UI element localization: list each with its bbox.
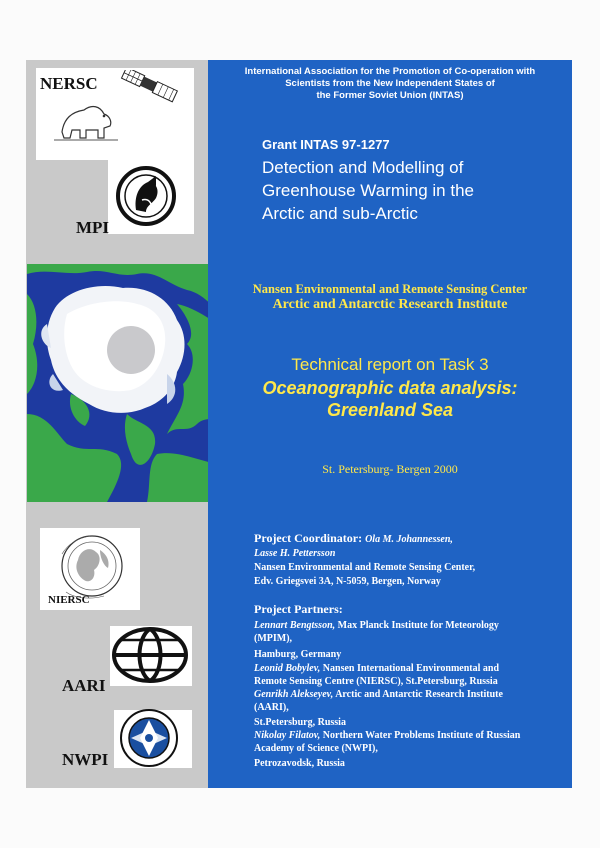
arctic-map-graphic [27,264,231,502]
project-title-line-1: Detection and Modelling of [262,158,464,177]
niersc-globe-icon [44,530,138,604]
intas-line-2: Scientists from the New Independent States of [285,78,495,89]
institution-aari: Arctic and Antarctic Research Institute [272,297,508,312]
nersc-logo-text: NERSC [40,74,98,93]
partner-4-name: Nikolay Filatov, [254,730,321,741]
institution-nersc: Nansen Environmental and Remote Sensing Center [252,282,528,296]
intas-line-1: International Association for the Promotion of Co-operation with [244,66,536,77]
partner-3-org-2: (AARI), [254,702,289,713]
partner-1-name: Lennart Bengtsson, [254,620,336,631]
partner-4-line-1 [254,729,520,742]
report-subtitle-line-2: Greenland Sea [326,400,454,420]
report-task-title: Technical report on Task 3 [291,355,489,374]
partners-label: Project Partners: [254,602,343,616]
partner-2-line-1 [254,662,499,675]
niersc-logo-text: NIERSC [48,594,90,606]
coordinator-line-1 [254,532,453,546]
partner-3-city: St.Petersburg, Russia [254,717,346,728]
partner-2-org: Nansen International Environmental and [320,663,500,674]
partner-1-org: Max Planck Institute for Meteorology [335,620,499,631]
partner-4-org: Northern Water Problems Institute of Russian [320,730,521,741]
intas-line-3: the Former Soviet Union (INTAS) [316,90,464,101]
partner-3-line-1 [254,688,503,701]
nwpi-logo-text: NWPI [62,750,109,769]
aari-globe-icon [110,626,190,684]
project-title-line-2: Greenhouse Warming in the [262,181,474,200]
coordinator-address: Edv. Griegsvei 3A, N-5059, Bergen, Norway [254,576,441,587]
report-subtitle-line-1: Oceanographic data analysis: [262,378,518,398]
nersc-satellite-bear-icon [40,70,200,150]
partner-1-line-1 [254,619,499,632]
intas-header [216,66,564,102]
place-and-date: St. Petersburg- Bergen 2000 [322,462,458,476]
coordinator-name-2: Lasse H. Pettersson [254,548,336,559]
coordinator-name-1: Ola M. Johannessen, [365,534,453,545]
nwpi-emblem-icon [112,708,186,768]
grant-number: Grant INTAS 97-1277 [262,137,390,152]
partner-3-name: Genrikh Alekseyev, [254,689,334,700]
partner-3-org: Arctic and Antarctic Research Institute [333,689,503,700]
project-title-line-3: Arctic and sub-Arctic [262,204,418,223]
partner-4-org-2: Academy of Science (NWPI), [254,743,378,754]
mpi-logo-text: MPI [76,218,110,237]
partner-1-org-2: (MPIM), [254,633,293,644]
arctic-sea-ice-map [27,264,231,502]
partner-2-name: Leonid Bobylev, [254,663,321,674]
coordinator-label: Project Coordinator: [254,531,363,545]
partner-2-org-2: Remote Sensing Centre (NIERSC), St.Petersburg, Russia [254,676,498,687]
coordinator-org: Nansen Environmental and Remote Sensing Center, [254,562,476,573]
aari-logo-text: AARI [62,676,106,695]
mpi-minerva-icon [112,164,180,228]
partner-4-city: Petrozavodsk, Russia [254,758,345,769]
partner-1-city: Hamburg, Germany [254,649,342,660]
